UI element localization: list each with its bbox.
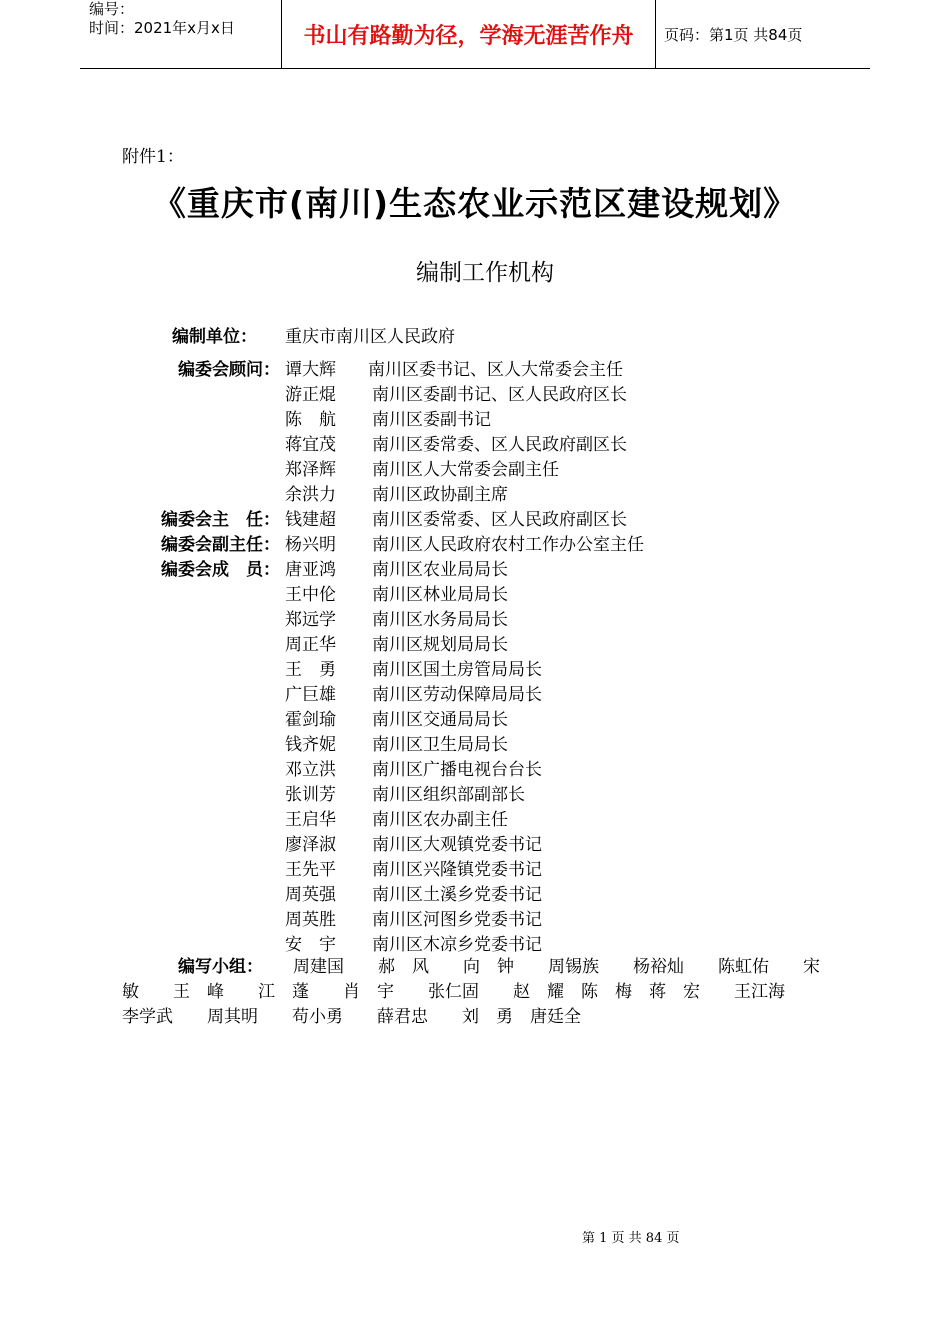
page-footer: 第 1 页 共 84 页	[582, 1231, 680, 1246]
member-position: 南川区土溪乡党委书记	[372, 885, 542, 905]
committee-row	[0, 858, 950, 883]
member-name: 郑泽辉	[285, 460, 336, 480]
member-name: 王先平	[285, 860, 336, 880]
member-name: 安 宇	[285, 935, 336, 955]
member-position: 南川区委常委、区人民政府副区长	[372, 435, 627, 455]
member-name: 王中伦	[285, 585, 336, 605]
member-name: 游正焜	[285, 385, 336, 405]
member-name: 王 勇	[285, 660, 336, 680]
member-position: 南川区组织部副部长	[372, 785, 525, 805]
writers-group	[122, 955, 837, 1030]
member-name: 唐亚鸿	[285, 560, 336, 580]
member-position: 南川区林业局局长	[372, 585, 508, 605]
member-name: 张训芳	[285, 785, 336, 805]
unit-value: 重庆市南川区人民政府	[285, 327, 455, 347]
member-position: 南川区广播电视台台长	[372, 760, 542, 780]
member-position: 南川区木凉乡党委书记	[372, 935, 542, 955]
committee-list	[0, 358, 950, 958]
committee-row	[0, 808, 950, 833]
committee-row	[0, 733, 950, 758]
document-header	[80, 0, 870, 69]
member-name: 陈 航	[285, 410, 336, 430]
committee-row	[0, 708, 950, 733]
committee-role: 编委会主 任：	[161, 510, 280, 530]
writers-label: 编写小组：	[178, 957, 263, 977]
member-position: 南川区农业局局长	[372, 560, 508, 580]
attachment-label: 附件1：	[122, 147, 184, 167]
committee-row	[0, 558, 950, 583]
member-position: 南川区国土房管局局长	[372, 660, 542, 680]
member-position: 南川区大观镇党委书记	[372, 835, 542, 855]
member-name: 余洪力	[285, 485, 336, 505]
member-position: 南川区河图乡党委书记	[372, 910, 542, 930]
member-name: 谭大辉	[285, 360, 336, 380]
time-label: 时间：2021年x月x日	[89, 19, 235, 37]
unit-label: 编制单位：	[172, 327, 257, 347]
member-name: 周英胜	[285, 910, 336, 930]
committee-row	[0, 758, 950, 783]
committee-row	[0, 583, 950, 608]
committee-role: 编委会顾问：	[178, 360, 280, 380]
committee-row	[0, 883, 950, 908]
committee-row	[0, 483, 950, 508]
committee-role: 编委会成 员：	[161, 560, 280, 580]
member-position: 南川区人民政府农村工作办公室主任	[372, 535, 644, 555]
committee-row	[0, 833, 950, 858]
member-name: 钱建超	[285, 510, 336, 530]
committee-row	[0, 533, 950, 558]
document-subtitle: 编制工作机构	[416, 260, 554, 286]
committee-row	[0, 458, 950, 483]
member-name: 霍剑瑜	[285, 710, 336, 730]
committee-row	[0, 358, 950, 383]
member-name: 郑远学	[285, 610, 336, 630]
member-position: 南川区委书记、区人大常委会主任	[368, 360, 623, 380]
member-position: 南川区人大常委会副主任	[372, 460, 559, 480]
committee-row	[0, 658, 950, 683]
committee-row	[0, 608, 950, 633]
writers-names: 周建国 郝 风 向 钟 周锡族 杨裕灿 陈虹佑 宋 敏 王 峰 江 蓬 肖 宇 张仁固 赵 耀 陈 梅 蒋 宏 王江海 李学武 周其明 苟小勇 薛君忠 刘 勇 唐廷全	[122, 957, 837, 1027]
member-position: 南川区兴隆镇党委书记	[372, 860, 542, 880]
member-name: 周英强	[285, 885, 336, 905]
committee-row	[0, 383, 950, 408]
committee-role: 编委会副主任：	[161, 535, 280, 555]
member-position: 南川区委副书记、区人民政府区长	[372, 385, 627, 405]
number-label: 编号：	[89, 0, 135, 18]
committee-row	[0, 408, 950, 433]
member-position: 南川区委副书记	[372, 410, 491, 430]
header-page-info: 页码：第1页 共84页	[664, 25, 803, 44]
committee-row	[0, 508, 950, 533]
member-position: 南川区农办副主任	[372, 810, 508, 830]
member-position: 南川区政协副主席	[372, 485, 508, 505]
member-name: 周正华	[285, 635, 336, 655]
committee-row	[0, 908, 950, 933]
member-name: 廖泽淑	[285, 835, 336, 855]
member-name: 杨兴明	[285, 535, 336, 555]
member-position: 南川区委常委、区人民政府副区长	[372, 510, 627, 530]
member-position: 南川区规划局局长	[372, 635, 508, 655]
committee-row	[0, 783, 950, 808]
member-position: 南川区卫生局局长	[372, 735, 508, 755]
committee-row	[0, 633, 950, 658]
member-name: 广巨雄	[285, 685, 336, 705]
header-meta	[80, 0, 280, 68]
member-position: 南川区水务局局长	[372, 610, 508, 630]
member-position: 南川区劳动保障局局长	[372, 685, 542, 705]
committee-row	[0, 433, 950, 458]
member-name: 钱齐妮	[285, 735, 336, 755]
document-title: 《重庆市(南川)生态农业示范区建设规划》	[152, 184, 798, 223]
member-name: 蒋宜茂	[285, 435, 336, 455]
header-motto: 书山有路勤为径，学海无涯苦作舟	[281, 0, 656, 68]
committee-row	[0, 683, 950, 708]
member-name: 王启华	[285, 810, 336, 830]
member-name: 邓立洪	[285, 760, 336, 780]
member-position: 南川区交通局局长	[372, 710, 508, 730]
